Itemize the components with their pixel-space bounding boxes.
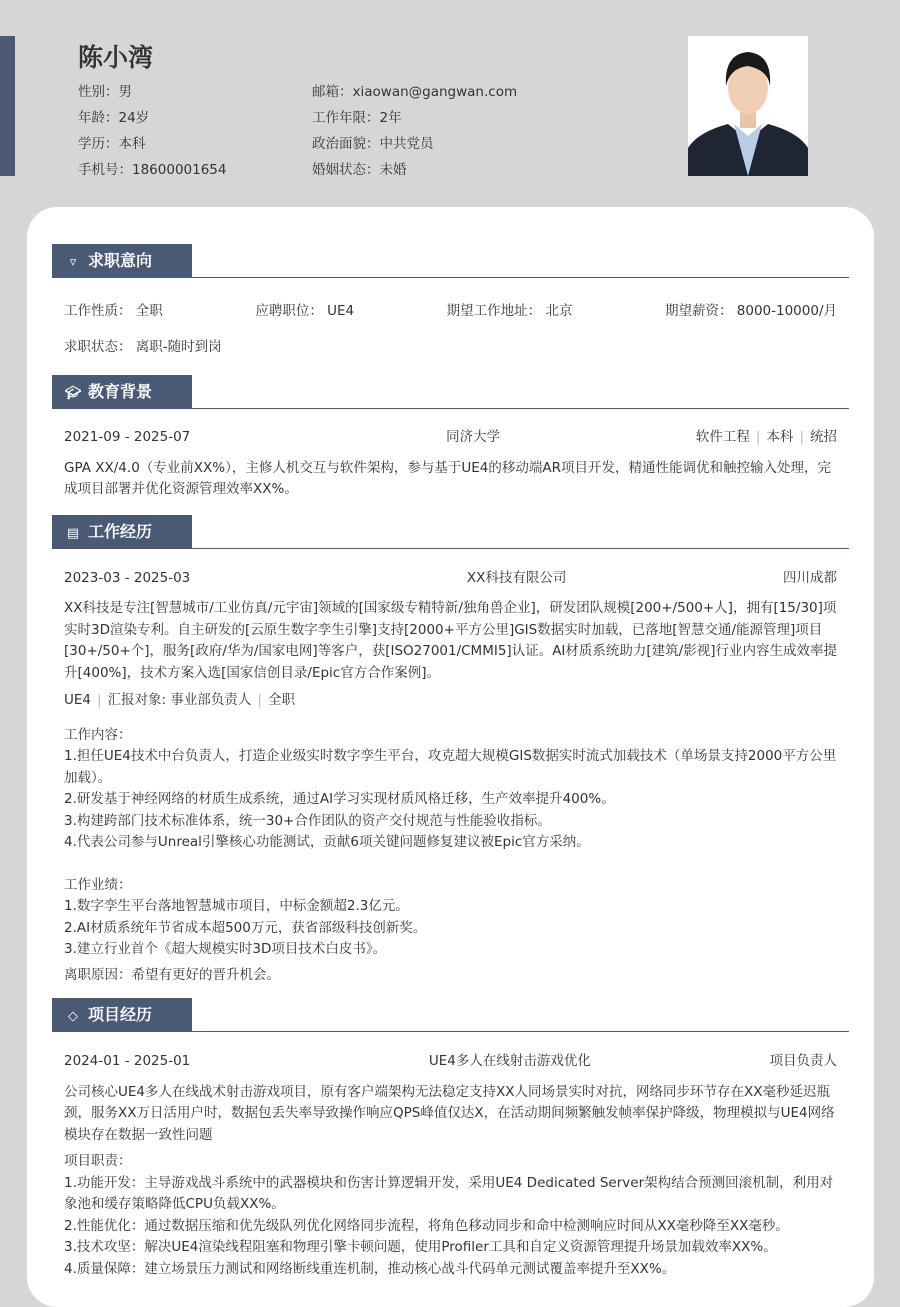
work-location: 四川成都	[783, 569, 837, 586]
tag: UE4	[64, 692, 91, 708]
political-status: 政治面貌：中共党员	[312, 136, 434, 152]
job-location: 期望工作地址： 北京	[446, 303, 573, 319]
section-header-education	[52, 375, 849, 409]
work-achievement-label: 工作业绩：	[64, 876, 132, 893]
project-duty-label: 项目职责：	[64, 1153, 132, 1169]
age: 年龄：24岁	[78, 110, 150, 126]
work-company: XX科技有限公司	[466, 569, 567, 586]
duty-item: 3.技术攻坚：解决UE4渲染线程阻塞和物理引擎卡顿问题，使用Profiler工具和自定义资源管理提升场景加载效率XX%。	[64, 1239, 777, 1255]
phone: 手机号：18600001654	[78, 162, 227, 178]
tag: 全职	[267, 692, 295, 708]
marital-status: 婚姻状态：未婚	[312, 162, 407, 178]
section-header-work	[52, 515, 849, 549]
job-status: 求职状态： 离职-随时到岗	[64, 338, 222, 355]
project-date: 2024-01 - 2025-01	[64, 1053, 191, 1069]
edu-major: 软件工程	[695, 429, 750, 445]
work-content-item: 3.构建跨部门技术标准体系，统一30+合作团队的资产交付规范与性能验收指标。	[64, 812, 551, 829]
achievement-item: 1.数字孪生平台落地智慧城市项目，中标金额超2.3亿元。	[64, 898, 409, 914]
cube-icon: ◇	[68, 1009, 78, 1024]
work-tags: UE4 | 汇报对象: 事业部负责人 | 全职	[64, 692, 295, 708]
section-header-intent	[52, 244, 849, 278]
accent-bar	[0, 36, 15, 176]
section-title: 工作经历	[88, 521, 153, 541]
project-description: 公司核心UE4多人在线战术射击游戏项目，原有客户端架构无法稳定支持XX人同场景实时对抗，网络同步环节存在XX毫秒延迟瓶颈，服务XX万日活用户时，数据包丢失率导致操作响应QPS峰值仅达X，在活动期间频繁触发帧率保护降级，物理模拟与UE4网络模块存在数据一致性问题	[64, 1083, 835, 1143]
section-header-project	[52, 998, 849, 1032]
work-content-item: 1.担任UE4技术中台负责人，打造企业级实时数字孪生平台，攻克超大规模GIS数据实时流式加载技术（单场景支持2000平方公里加载）。	[64, 748, 837, 786]
achievement-item: 3.建立行业首个《超大规模实时3D项目技术白皮书》。	[64, 941, 387, 957]
work-date: 2023-03 - 2025-03	[64, 569, 191, 586]
work-content-label: 工作内容：	[64, 726, 132, 743]
work-content-item: 4.代表公司参与Unreal引擎核心功能测试，贡献6项关键问题修复建议被Epic官方采纳。	[64, 834, 590, 850]
job-position: 应聘职位： UE4	[255, 303, 355, 319]
duty-item: 2.性能优化：通过数据压缩和优先级队列优化网络同步流程，将角色移动同步和命中检测响应时间从XX毫秒降至XX毫秒。	[64, 1217, 789, 1234]
section-title: 求职意向	[88, 251, 153, 270]
duty-item: 1.功能开发：主导游戏战斗系统中的武器模块和伤害计算逻辑开发，采用UE4 Dedicated Server架构结合预测回滚机制，利用对象池和缓存策略降低CPU负载XX%。	[64, 1174, 834, 1212]
briefcase-icon: ▤	[66, 525, 80, 541]
basic-info-right	[312, 79, 517, 183]
work-years: 工作年限：2年	[312, 110, 402, 126]
job-type: 工作性质： 全职	[64, 303, 163, 319]
project-name: UE4多人在线射击游戏优化	[428, 1053, 591, 1069]
work-content-item: 2.研发基于神经网络的材质生成系统，通过AI学习实现材质风格迁移，生产效率提升400%。	[64, 791, 615, 807]
basic-info-left	[78, 79, 226, 183]
achievement-item: 2.AI材质系统年节省成本超500万元，获省部级科技创新奖。	[64, 919, 427, 936]
edu-description: GPA XX/4.0（专业前XX%），主修人机交互与软件架构，参与基于UE4的移动端AR项目开发，精通性能调优和触控输入处理，完成项目部署并优化资源管理效率XX%。	[64, 459, 831, 497]
expected-salary: 期望薪资： 8000-10000/月	[664, 303, 837, 319]
company-description: XX科技是专注[智慧城市/工业仿真/元宇宙]领域的[国家级专精特新/独角兽企业]，研发团队规模[200+/500+人]，拥有[15/30]项实时3D渲染专利。自主研发的[云原生数字孪生引擎]支持[2000+平方公里]GIS数据实时加载，已落地[智慧交通/能源管理]项目[30+/50+个]，服务[政府/华为/国家电网]等客户，获[ISO27001/CMMI5]认证。AI材质系统助力[建筑/影视]行业内容生成效率提升[400%]，技术方案入选[国家信创目录/Epic官方合作案例]。	[64, 600, 837, 681]
section-title: 教育背景	[88, 382, 153, 401]
tie-icon: ▿	[69, 255, 77, 270]
edu-school: 同济大学	[446, 429, 501, 445]
section-title: 项目经历	[88, 1005, 153, 1024]
graduation-cap-icon: 🎓︎	[64, 386, 82, 401]
profile-photo	[688, 36, 808, 176]
edu-type: 统招	[810, 429, 837, 445]
edu-degree: 本科	[766, 429, 794, 445]
edu-date: 2021-09 - 2025-07	[64, 429, 191, 445]
gender: 性别：男	[78, 84, 132, 100]
project-role: 项目负责人	[769, 1053, 837, 1069]
education-level: 学历：本科	[78, 136, 146, 152]
leave-reason: 离职原因：希望有更好的晋升机会。	[64, 966, 280, 983]
email: 邮箱：xiaowan@gangwan.com	[312, 84, 518, 100]
duty-item: 4.质量保障：建立场景压力测试和网络断线重连机制，推动核心战斗代码单元测试覆盖率提升至XX%。	[64, 1260, 676, 1277]
tag: 汇报对象: 事业部负责人	[107, 692, 252, 708]
candidate-name: 陈小湾	[78, 43, 154, 72]
resume-card: ▿ 求职意向 工作性质： 全职 应聘职位： UE4 期望工作地址： 北京 期望薪资： 8000-10000/月 求职状态： 离职-随时到岗 🎓︎ 教育背景 2021-09 - 2025-07 同济大学 软件工程 | 本科 | 统招 GPA XX/4.0（专业前XX%），主修人机交互与软件架构，参与基于UE4的移动端AR项目开发，精通性能调优和触控输入处理，完成项目部署并优化资源管理效率XX%。 ▤ 工作经历 2023-03 - 2025-03 XX科技有限公司 四川成都 XX科技是专注[智慧城市/工业仿真/元宇宙]领域的[国家级专精特新/独角兽企业]，研发团队规模[200+/500+人]，拥有[15/30]项实时3D渲染专利。自主研发的[云原生数字孪生引擎]支持[2000+平方公里]GIS数据实时加载，已落地[智慧交通/能源管理]项目[30+/50+个]，服务[政府/华为/国家电网]等客户，获[ISO27001/CMMI5]认证。AI材质系统助力[建筑/影视]行业内容生成效率提升[400%]，技术方案入选[国家信创目录/Epic官方合作案例]。 UE4 | 汇报对象: 事业部负责人 | 全职 工作内容： 1.担任UE4技术中台负责人，打造企业级实时数字孪生平台，攻克超大规模GIS数据实时流式加载技术（单场景支持2000平方公里加载）。 2.研发基于神经网络的材质生成系统，通过AI学习实现材质风格迁移，生产效率提升400%。 3.构建跨部门技术标准体系，统一30+合作团队的资产交付规范与性能验收指标。 4.代表公司参与Unreal引擎核心功能测试，贡献6项关键问题修复建议被Epic官方采纳。 工作业绩： 1.数字孪生平台落地智慧城市项目，中标金额超2.3亿元。 2.AI材质系统年节省成本超500万元，获省部级科技创新奖。 3.建立行业首个《超大规模实时3D项目技术白皮书》。 离职原因：希望有更好的晋升机会。 ◇ 项目经历 2024-01 - 2025-01 UE4多人在线射击游戏优化 项目负责人 公司核心UE4多人在线战术射击游戏项目，原有客户端架构无法稳定支持XX人同场景实时对抗，网络同步环节存在XX毫秒延迟瓶颈，服务XX万日活用户时，数据包丢失率导致操作响应QPS峰值仅达X，在活动期间频繁触发帧率保护降级，物理模拟与UE4网络模块存在数据一致性问题 项目职责： 1.功能开发：主导游戏战斗系统中的武器模块和伤害计算逻辑开发，采用UE4 Dedicated Server架构结合预测回滚机制，利用对象池和缓存策略降低CPU负载XX%。 2.性能优化：通过数据压缩和优先级队列优化网络同步流程，将角色移动同步和命中检测响应时间从XX毫秒降至XX毫秒。 3.技术攻坚：解决UE4渲染线程阻塞和物理引擎卡顿问题，使用Profiler工具和自定义资源管理提升场景加载效率XX%。 4.质量保障：建立场景压力测试和网络断线重连机制，推动核心战斗代码单元测试覆盖率提升至XX%。	[27, 207, 874, 1307]
